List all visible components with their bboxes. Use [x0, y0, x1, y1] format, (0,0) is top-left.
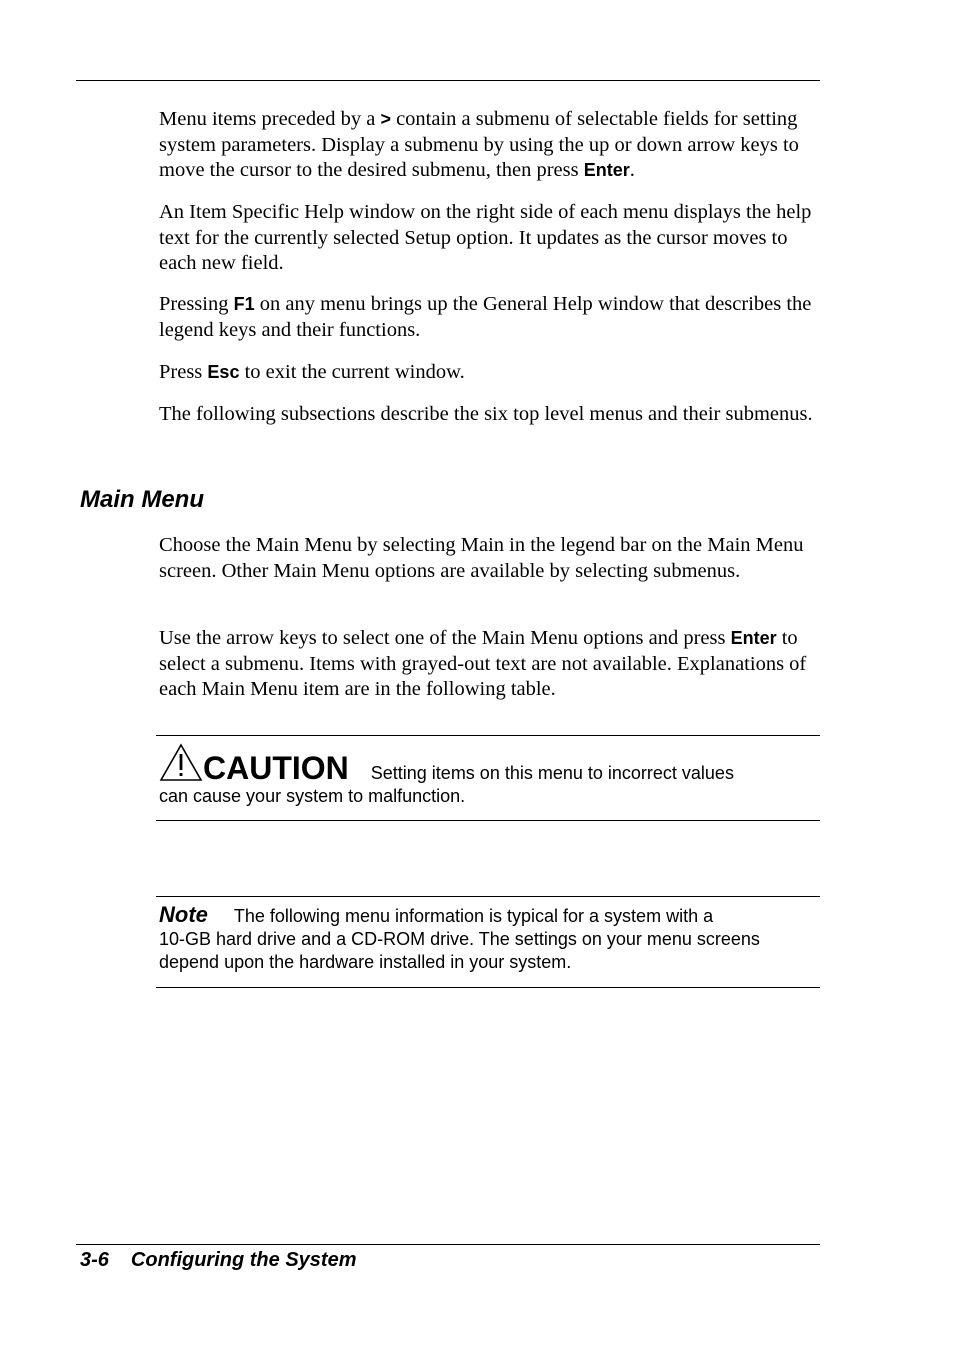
caution-text — [156, 742, 820, 808]
note-text-first: The following menu information is typical for a system with a — [233, 906, 714, 926]
text: . — [629, 159, 635, 181]
note-box — [156, 896, 820, 988]
key-enter: Enter — [730, 628, 777, 648]
caution-text-rest: can cause your system to malfunction. — [159, 786, 466, 806]
intro-paragraph-subsections: The following subsections describe the six top level menus and their submenus. — [159, 403, 813, 425]
text: Use the arrow keys to select one of the Main Menu options and press — [159, 627, 731, 649]
section-heading: Main Menu — [80, 486, 204, 513]
note-label: Note — [159, 902, 208, 927]
text: Press — [159, 361, 208, 383]
caution-text-first: Setting items on this menu to incorrect values — [370, 763, 734, 783]
caution-label: CAUTION — [203, 750, 349, 786]
intro-paragraph-submenu — [159, 107, 819, 184]
text: contain a submenu of selectable fields for setting system parameters. Display a submenu by using the up or down arrow keys to move the cursor to the desired submenu, then press — [159, 108, 799, 181]
text: Pressing — [159, 293, 234, 315]
intro-paragraph-esc — [159, 360, 819, 386]
note-text-rest: 10-GB hard drive and a CD-ROM drive. The settings on your menu screens depend upon the hardware installed in your system. — [159, 929, 760, 972]
text: Menu items preceded by a — [159, 108, 381, 130]
footer-rule — [76, 1244, 820, 1245]
key-enter: Enter — [583, 160, 630, 180]
text: on any menu brings up the General Help window that describes the legend keys and their functions. — [159, 293, 812, 341]
key-gt: > — [380, 109, 391, 129]
note-text — [156, 903, 769, 974]
warning-triangle-icon — [159, 742, 203, 782]
intro-paragraph-f1 — [159, 292, 819, 343]
caution-box — [156, 735, 820, 821]
text: to select a submenu. Items with grayed-out text are not available. Explanations of each Main Menu item are in the following table. — [159, 627, 807, 700]
text: to exit the current window. — [239, 361, 465, 383]
page-number: 3-6 — [80, 1249, 109, 1271]
key-esc: Esc — [207, 362, 240, 382]
header-rule — [76, 80, 820, 81]
page-footer — [80, 1246, 356, 1274]
main-menu-paragraph-arrow-keys — [159, 626, 819, 703]
chapter-title: Configuring the System — [130, 1249, 357, 1271]
key-f1: F1 — [233, 294, 255, 314]
intro-paragraph-help: An Item Specific Help window on the right side of each menu displays the help text for the currently selected Setup option. It updates as the cursor moves to each new field. — [159, 201, 812, 274]
main-menu-paragraph-choose: Choose the Main Menu by selecting Main in the legend bar on the Main Menu screen. Other Main Menu options are available by selecting submenus. — [159, 534, 804, 582]
